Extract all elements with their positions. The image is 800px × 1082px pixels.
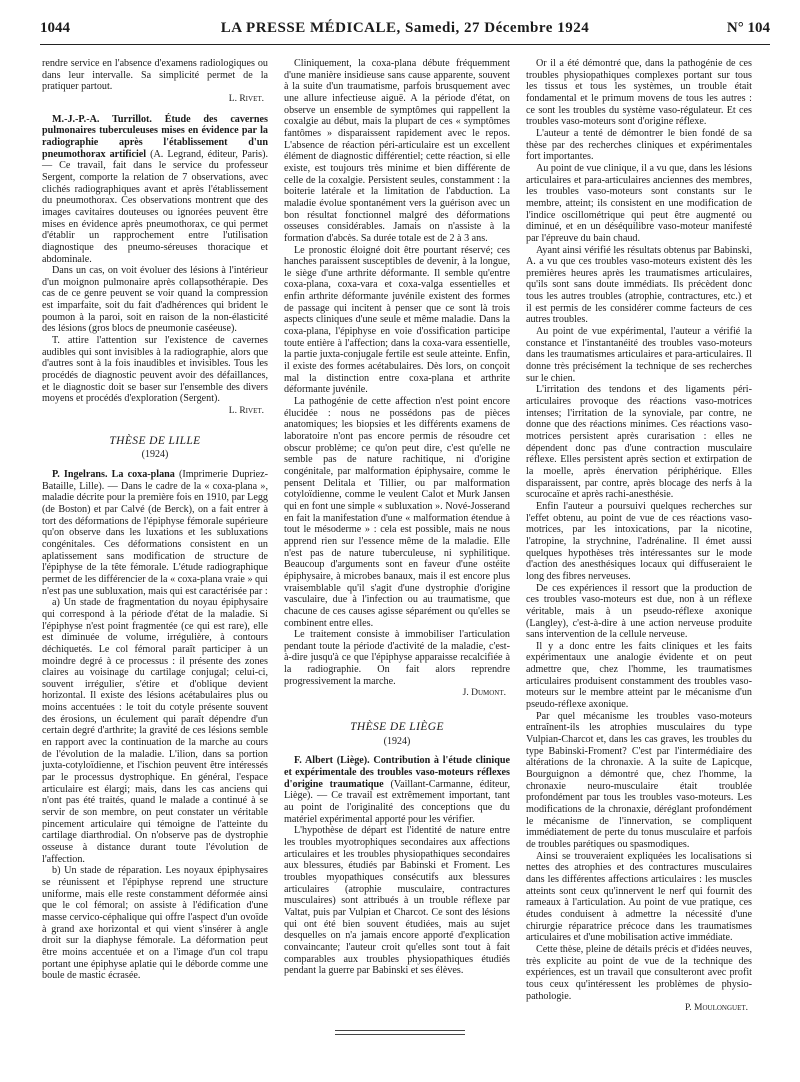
paragraph: Or il a été démontré que, dans la pathogénie de ces troubles physiopathiques complexes portant sur tous les tissus et tous les systèmes, un trouble était fondamental et le primum movens de tous les autres : ce sont les troubles du système vaso-régulateur. Et ces troubles vaso-moteurs sont d'origine réflexe.: [526, 58, 752, 128]
entry-body: (A. Legrand, éditeur, Paris). — Ce travail, fait dans le service du professeur Sergent, comporte la relation de 7 observations, avec clichés radiographiques avant et après l'établissement du pneumothorax. Ces observations montrent que des images cavitaires douteuses ou ignorées peuvent être mises en évidence après pneumothorax, ce qui permet d'établir un rapprochement entre l'utilisation diagnostique des pneumo-séreuses thoracique et abdominale.: [42, 148, 269, 265]
paragraph: a) Un stade de fragmentation du noyau épiphysaire qui correspond à la période d'état de la maladie. Si l'épiphyse n'est point fragmentée (ce qui est rare), elle est diminuée de volume, irrégulière, à contours déchiquetés. Le col fémoral paraît participer à un moindre degré à ce processus : il présente des zones claires au voisinage du cartilage conjugal; celui-ci, souvent irrégulier, s'étire et d'oblique devient horizontal. Il existe des lésions acétabulaires plus ou moins accentuées : le toit du cotyle présente souvent des érosions, un éculement qui paraît dépendre d'un certain degré d'arthrite; la gravité de ces lésions semble en rapport avec la continuation de la marche au cours de l'évolution de la maladie. L'ilion, dans sa portion juxta-cotyloïdienne, et l'ischion peuvent être intéressés par le processus dystrophique. En général, l'espace articulaire est élargi; mais, dans les cas anciens qui n'ont pas été traités, quand le malade a continué à se servir de son membre, on peut constater un véritable pincement articulaire qui témoigne de l'atteinte du cartilage diarthrodial. On n'observe pas de dystrophie osseuse à distance durant toute l'évolution de l'affection.: [42, 597, 268, 865]
paragraph: Cette thèse, pleine de détails précis et d'idées neuves, très explicite au point de vue de la technique des expériences, est un travail que consulteront avec profit tous ceux qu'intéressent les problèmes de physio-pathologie.: [526, 943, 752, 1002]
page-number: 1044: [40, 20, 70, 36]
column-2: [284, 58, 510, 977]
end-rule: [335, 1034, 465, 1035]
paragraph: b) Un stade de réparation. Les noyaux épiphysaires se réunissent et l'épiphyse reprend une structure uniforme, mais elle reste constamment déformée ainsi que le col fémoral; on assiste à l'édification d'une masse cervico-céphalique qui offre l'aspect d'un ovoïde à grand axe horizontal et qui vient s'insérer à angle droit sur la diaphyse fémorale. La déformation peut être moins accentuée et on a l'image d'un col trapu portant une épiphyse aplatie qui le déborde comme une boule de mastic écrasée.: [42, 865, 268, 982]
paragraph: De ces expériences il ressort que la production de ces troubles vaso-moteurs est due, non à un réflexe véritable, mais à un pseudo-réflexe axonique (Langley), c'est-à-dire à une action nerveuse produite sans intervention de la cellule nerveuse.: [526, 582, 752, 641]
paragraph: Par quel mécanisme les troubles vaso-moteurs entraînent-ils les atrophies musculaires du type Vulpian-Charcot et, dans les cas graves, les troubles du type Babinski-Froment? C'est par l'intermédiaire des altérations de la chronaxie. A la suite de Lapicque, Bourguignon a démontré que, chez l'homme, la chronaxie neuro-musculaire était troublée profondément par tous les troubles vaso-moteurs. Les modifications de la chronaxie, déréglant profondément le mécanisme de l'innervation, se compliquent immédiatement de perte du tonus musculaire et parfois de troubles parétiques ou spasmodiques.: [526, 710, 752, 850]
paragraph: rendre service en l'absence d'examens radiologiques ou dans leur intervalle. Sa simplicité permet de la pratiquer partout.: [42, 58, 268, 93]
review-entry: [42, 469, 268, 597]
paragraph: Enfin l'auteur a poursuivi quelques recherches sur l'effet obtenu, au point de vue de ces réactions vaso-motrices, par les intoxications, par la nicotine, l'atropine, la strychnine, l'adrénaline. Il émet aussi quelques hypothèses très intéressantes sur le mode d'action des anesthésiques locaux qui diffuseraient le long des fibres nerveuses.: [526, 500, 752, 582]
signature: L. Rivet.: [228, 93, 264, 104]
paragraph: Ainsi se trouveraient expliquées les localisations si nettes des atrophies et des contractures musculaires dans les différentes affections articulaires : les muscles atteints sont ceux qu'innervent le nerf qui fournit des rameaux à l'articulation. Au point de vue pratique, ces études conduisent à admettre la nécessité d'une chirurgie réparatrice précoce dans les traumatismes articulaires et d'une mobilisation active immédiate.: [526, 850, 752, 944]
paragraph: L'hypothèse de départ est l'identité de nature entre les troubles myotrophiques secondaires aux affections articulaires et les troubles physiopathiques secondaires aux blessures, étudiés par Babinski et Froment. Les troubles myopathiques consécutifs aux blessures articulaires (atrophie musculaire, contractures musculaires) sont attribués à un trouble réflexe par Valtat, puis par Vulpian et Charcot. Ce sont des lésions qui ont été bien souvent étudiées, mais au sujet desquelles on n'a jamais encore apporté d'explication convaincante; l'auteur croit qu'elles sont tout à fait comparables aux troubles physiopathiques étudiés pendant la guerre par Babinski et ses élèves.: [284, 825, 510, 977]
paragraph: L'irritation des tendons et des ligaments péri-articulaires provoque des réactions vaso-motrices intenses; l'irritation de la synoviale, par contre, ne donne que des réactions minimes. Ces réactions vaso-motrices persistent après curarisation : elles ne dépendent donc pas d'une contraction musculaire réflexe. Elles persistent après section et extirpation de la moelle, après énervation périphérique. Elles disparaissent, par contre, après blocage des nerfs à la scurocaïne et après rachi-anesthésie.: [526, 384, 752, 501]
signature: L. Rivet.: [228, 406, 264, 417]
paragraph: Au point de vue expérimental, l'auteur a vérifié la constance et l'instantanéité des troubles vaso-moteurs dans les traumatismes articulaires et para-articulaires. Il donne très précisément la technique de ses recherches sur le chien.: [526, 326, 752, 384]
journal-title: LA PRESSE MÉDICALE, Samedi, 27 Décembre 1924: [220, 20, 590, 36]
paragraph: Le pronostic éloigné doit être pourtant réservé; ces hanches paraissent susceptibles de devenir, à la longue, le siège d'une arthrite déformante. Il semble qu'entre coxa-plana, coxa-vara et coxa-valga essentielles et enfin arthrite déformante juvénile existent des formes de passage qui incitent à penser que ce sont là trois aspects cliniques d'une seule et même maladie. Dans la coxa-plana, l'épiphyse en voie d'ossification participe toute entière à l'affection; dans la coxa-vara essentielle, la partie juxta-conjugale fertile est seule atteinte. Enfin, il existe des formes acétabulaires. Dès lors, on conçoit mal la distinction entre coxa-plana et arthrite déformante juvénile.: [284, 244, 510, 396]
entry-body: (Vaillant-Carmanne, éditeur, Liège). — Ce travail est extrêmement important, tant au point de l'originalité des conceptions que du matériel expérimental apporté pour les vérifier.: [284, 778, 510, 825]
section-title: THÈSE DE LIÈGE: [350, 721, 444, 734]
entry-heading: P. Ingelrans. La coxa-plana: [52, 469, 175, 480]
paragraph: La pathogénie de cette affection n'est point encore élucidée : nous ne possédons pas de pièces anatomiques; les biopsies et les différents examens de laboratoire n'ont pas encore permis de résoudre cet obscur problème; ce qu'on peut dire, c'est qu'elle ne semble pas de nature rachitique, ni d'origine congénitale, par malformation épiphysaire, comme le pensent Delitala et Tillier, ou par malformation cotyloïdienne, comme le veulent Calot et Murk Jansen qui en font une simple « subluxation ». Nové-Josserand en fait la manifestation d'une « malformation étendue à tout le mésoderme » : cela est possible, mais ne nous apprend rien sur l'essence même de la maladie. Elle n'est pas de nature tuberculeuse, ni syphilitique. Beaucoup d'arguments sont en faveur d'une ostéite épiphysaire, à microbes banaux, mais il est encore plus vraisemblable qu'il s'agit d'une dystrophie d'origine vasculaire, due à l'infection ou au traumatisme, que chacune de ces causes agisse séparément ou qu'elles se combinent entre elles.: [284, 396, 510, 629]
section-year: (1924): [383, 735, 411, 747]
section-year: (1924): [141, 449, 169, 461]
paragraph: Il y a donc entre les faits cliniques et les faits expérimentaux une analogie évidente et on peut admettre que, chez l'homme, les traumatismes articulaires produisent constamment des troubles vaso-moteurs sur le membre atteint par le mécanisme d'un pseudo-réflexe axonique.: [526, 640, 752, 711]
paragraph: T. attire l'attention sur l'existence de cavernes audibles qui sont invisibles à la radiographie, alors que d'autres sont à la fois inaudibles et invisibles. Tous les procédés de diagnostic peuvent avoir des défaillances, et le diagnostic doit se baser sur l'ensemble des divers moyens et procédés d'exploration (Sergent).: [42, 335, 268, 405]
column-1: [42, 58, 268, 982]
column-3: [526, 58, 752, 1015]
issue-number: N° 104: [726, 20, 770, 36]
end-rule: [335, 1030, 465, 1031]
signature: J. Dumont.: [462, 688, 506, 699]
header-rule: [40, 44, 770, 45]
paragraph: Au point de vue clinique, il a vu que, dans les lésions articulaires et para-articulaires anciennes des membres, les troubles vaso-moteurs sont constants sur le membre, atteint; ils consistent en une modification de l'indice oscillométrique qui peut être augmenté ou diminué, et en un déséquilibre vaso-moteur manifesté par l'épreuve du bain chaud.: [526, 162, 752, 244]
paragraph: Dans un cas, on voit évoluer des lésions à l'intérieur d'un moignon pulmonaire après collapsothérapie. Des cas de ce genre peuvent se voir quand la compression est imparfaite, soit du fait d'adhérences qui brident le poumon à la paroi, soit en raison de la non-élasticité des lésions (gros blocs de pneumonie caséeuse).: [42, 265, 268, 335]
entry-body: (Imprimerie Dupriez-Bataille, Lille). — Dans le cadre de la « coxa-plana », maladie décrite pour la première fois en 1910, par Legg (de Boston) et par Calvé (de Berck), on a fait entrer à tort des déformations de l'épiphyse fémorale supérieure qu'on observe dans les luxations et les subluxations congénitales. Ces déformations consistent en un aplatissement sans modification de structure de l'épiphyse de la tête fémorale. L'étude radiographique permet de les différencier de la « coxa-plana vraie » qui n'est pas une subluxation, mais qui est caractérisée par :: [42, 469, 268, 597]
review-entry: [42, 114, 268, 266]
paragraph: Cliniquement, la coxa-plana débute fréquemment d'une manière insidieuse sans cause apparente, souvent à la suite d'un traumatisme, parfois brusquement avec une allure infectieuse aiguë. A la période d'état, on observe un ensemble de symptômes qui rappellent la coxalgie au début, mais la plupart de ces « symptômes fantômes » disparaissent rapidement avec le repos. L'absence de réaction péri-articulaire est un excellent élément de diagnostic différentiel; cette réaction, si elle existe, est toujours très minime et bien différente de celle de la coxalgie. Persistent seules, constamment : la boiterie latérale et la limitation de l'abduction. La maladie évolue spontanément vers la guérison avec un bon résultat fonctionnel malgré des déformations osseuses considérables. Jamais on n'assiste à la formation d'abcès. Sa durée totale est de 2 à 3 ans.: [284, 58, 510, 244]
paragraph: L'auteur a tenté de démontrer le bien fondé de sa thèse par des recherches cliniques et expérimentales fort importantes.: [526, 127, 752, 163]
page-header: [40, 20, 770, 42]
section-title: THÈSE DE LILLE: [109, 434, 201, 447]
paragraph: Ayant ainsi vérifié les résultats obtenus par Babinski, A. a vu que ces troubles vaso-moteurs existent dès les premières heures après les traumatismes articulaires, qu'ils sont sans doute immédiats. Ils précèdent donc tous les autres troubles (atrophie, contractures, etc.) et il est permis de les considérer comme facteurs de ces autres troubles.: [526, 244, 752, 326]
entry-heading: F. Albert (Liège). Contribution à l'étude clinique et expérimentale des troubles vaso-moteurs réflexes d'origine traumatique: [284, 755, 510, 790]
entry-heading: M.-J.-P.-A. Turrillot. Étude des cavernes pulmonaires tuberculeuses mises en évidence par la radiographie après l'établissement d'un pneumothorax artificiel: [42, 113, 268, 160]
paragraph: Le traitement consiste à immobiliser l'articulation pendant toute la période d'activité de la maladie, c'est-à-dire jusqu'à ce que l'épiphyse apparaisse recalcifiée à la radiographie. On fait alors reprendre progressivement la marche.: [284, 629, 510, 687]
signature: P. Moulonguet.: [685, 1003, 748, 1014]
review-entry: [284, 755, 510, 825]
